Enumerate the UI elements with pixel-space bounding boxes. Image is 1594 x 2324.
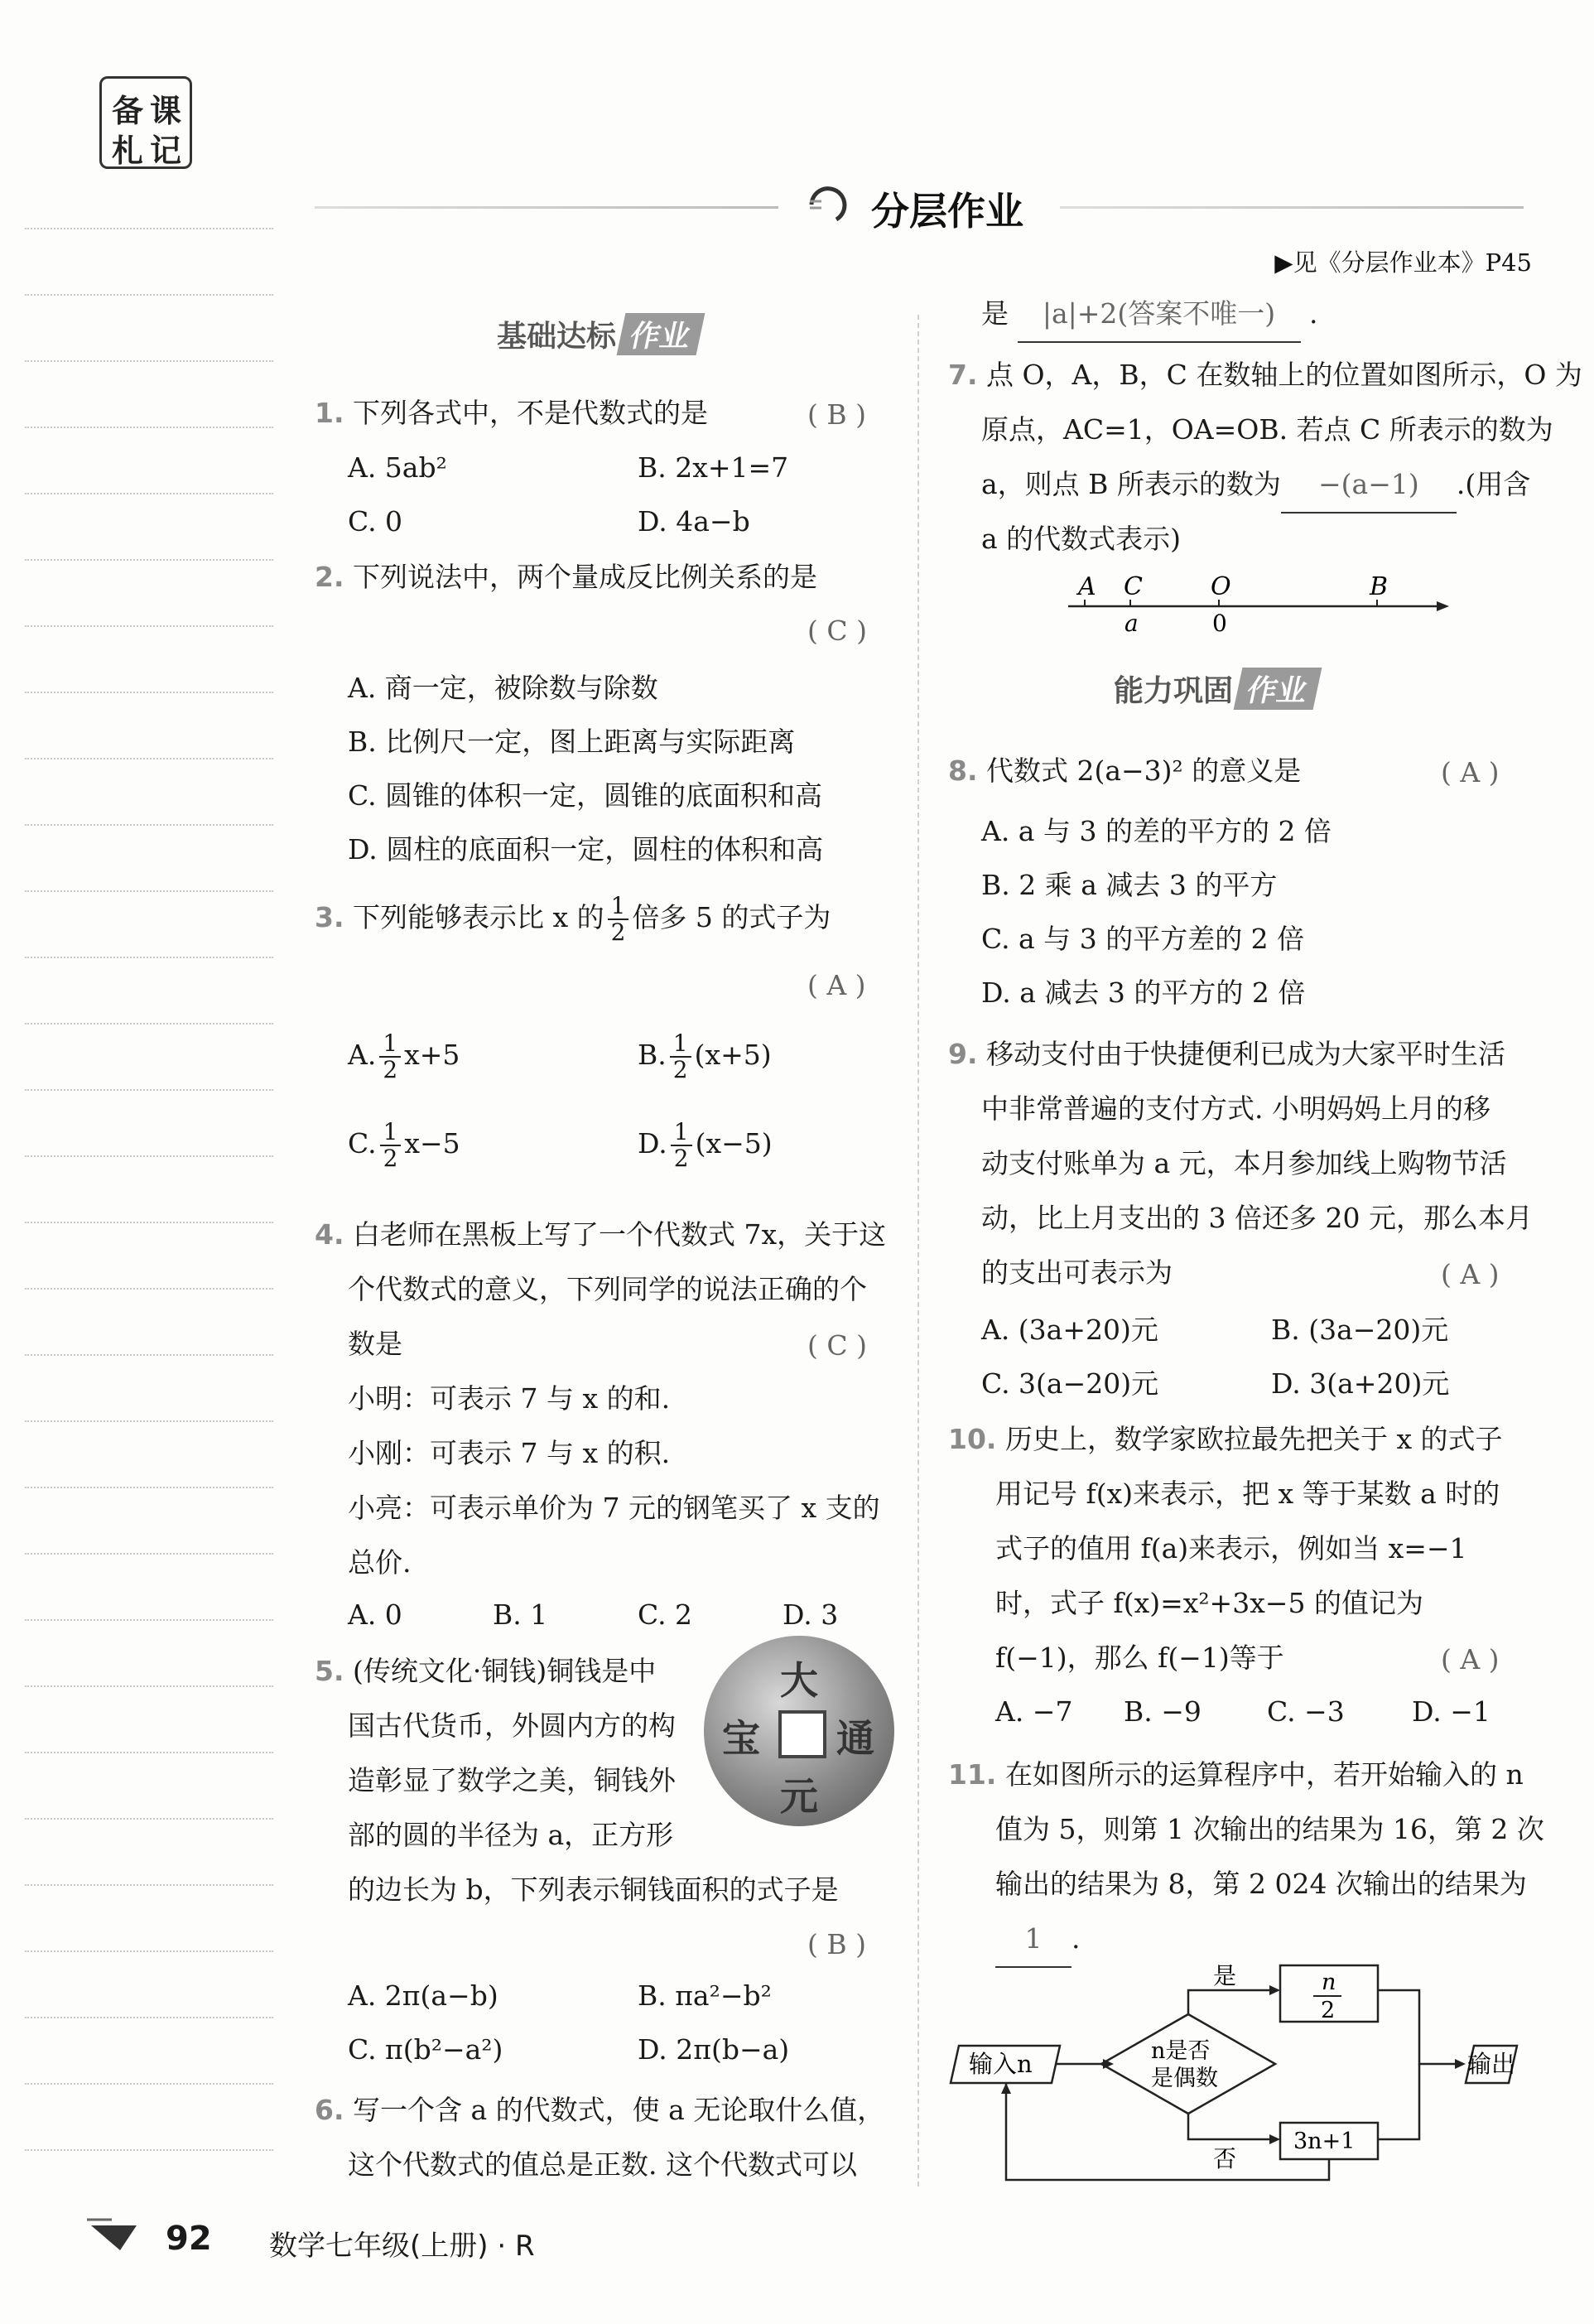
fraction-denominator: 2	[383, 1145, 398, 1172]
coin-char: 大	[780, 1658, 818, 1703]
option-c: C. 0	[348, 505, 403, 538]
yes-label: 是	[1213, 1963, 1237, 1989]
question-text-line: 历史上，数学家欧拉最先把关于 x 的式子	[1004, 1423, 1503, 1455]
stamp-char: 备	[112, 93, 144, 129]
section-tag: 作业	[1234, 668, 1322, 710]
question-9	[948, 1027, 1505, 1082]
question-text: .(用含	[1456, 468, 1531, 500]
fraction	[671, 1120, 692, 1171]
question-number: 2.	[315, 561, 344, 593]
question-text-line: 数是	[348, 1328, 402, 1360]
copper-coin-image	[704, 1636, 894, 1826]
question-text: .	[1309, 297, 1318, 330]
question-text-line: 动支付账单为 a 元，本月参加线上购物节活	[981, 1147, 1507, 1179]
coin-char: 元	[780, 1774, 818, 1819]
question-5	[315, 1644, 656, 1699]
option-b: B. 比例尺一定，图上距离与实际距离	[348, 726, 796, 758]
option-expression: x−5	[404, 1127, 460, 1160]
decision-label: 是偶数	[1151, 2066, 1218, 2091]
answer-choice: ( A )	[1441, 1643, 1500, 1675]
question-number: 3.	[315, 901, 344, 933]
output-label: 输出	[1467, 2050, 1516, 2078]
header-rule-right	[1060, 206, 1524, 209]
odd-label: 3n+1	[1293, 2129, 1356, 2154]
question-text-line: 这个代数式的值总是正数. 这个代数式可以	[348, 2148, 857, 2181]
axis-point-label: C	[1124, 572, 1143, 601]
section-tag: 作业	[617, 313, 706, 355]
fraction-denominator: 2	[673, 1145, 689, 1172]
question-text-line: 动，比上月支出的 3 倍还多 20 元，那么本月	[981, 1202, 1533, 1234]
question-number: 7.	[948, 359, 978, 391]
question-text-line: 部的圆的半径为 a，正方形	[348, 1819, 674, 1851]
axis-value-label: a	[1124, 610, 1139, 637]
question-text-line: 国古代货币，外圆内方的构	[348, 1709, 676, 1742]
number-line	[1060, 571, 1457, 638]
question-1	[315, 386, 708, 441]
axis-point-label: O	[1211, 572, 1231, 601]
question-text: 代数式 2(a−3)² 的意义是	[986, 755, 1302, 787]
answer-blank: |a|+2(答案不唯一)	[1018, 287, 1301, 343]
option-c: C. 2	[638, 1598, 693, 1631]
swirl-icon	[803, 180, 853, 229]
question-number: 11.	[948, 1758, 997, 1791]
option-b: B. πa²−b²	[638, 1979, 772, 2012]
fraction	[380, 1120, 402, 1171]
student-statement: 小刚：可表示 7 与 x 的积.	[348, 1437, 671, 1469]
option-d: D. 2π(b−a)	[638, 2033, 790, 2066]
option-d: D. 4a−b	[638, 505, 750, 538]
option-c: C. −3	[1267, 1695, 1345, 1728]
fraction-numerator: 1	[379, 1031, 401, 1058]
student-statement: 小亮：可表示单价为 7 元的钢笔买了 x 支的	[348, 1492, 880, 1524]
axis-value-label: 0	[1212, 610, 1227, 637]
input-label: 输入n	[969, 2050, 1033, 2078]
option-a: A. −7	[995, 1695, 1073, 1728]
arrow-icon	[1437, 601, 1449, 611]
option-label: A.	[348, 1039, 377, 1071]
fraction-denominator: 2	[383, 1056, 398, 1083]
question-2	[315, 550, 817, 605]
notes-stamp	[99, 76, 192, 169]
option-a: A. 2π(a−b)	[348, 1979, 498, 2012]
question-6-continued	[981, 287, 1318, 343]
option-a: A. (3a+20)元	[981, 1314, 1158, 1346]
option-c	[348, 1120, 460, 1171]
option-d: D. 3	[783, 1598, 839, 1631]
student-statement: 小明：可表示 7 与 x 的和.	[348, 1382, 671, 1415]
question-number: 6.	[315, 2094, 344, 2126]
option-expression: (x−5)	[695, 1127, 773, 1160]
answer-choice: ( B )	[807, 1928, 866, 1960]
arrow-icon	[1455, 2059, 1466, 2069]
question-text-line: 中非常普遍的支付方式. 小明妈妈上月的移	[981, 1092, 1490, 1125]
question-text-line: a 的代数式表示)	[981, 523, 1182, 555]
question-text-line	[981, 457, 1530, 513]
option-b	[638, 1031, 772, 1082]
book-title: 数学七年级(上册) · R	[269, 2230, 535, 2263]
arrow-icon	[1269, 1985, 1280, 1995]
question-4	[315, 1208, 886, 1262]
question-11	[948, 1748, 1524, 1802]
question-text: 倍多 5 的式子为	[632, 901, 831, 933]
fraction	[379, 1031, 401, 1082]
question-text-line: f(−1)，那么 f(−1)等于	[995, 1642, 1284, 1674]
question-text-line: 的支出可表示为	[981, 1256, 1173, 1289]
question-7	[948, 348, 1582, 403]
question-text-line: (传统文化·铜钱)铜钱是中	[353, 1655, 657, 1687]
question-text-line: 时，式子 f(x)=x²+3x−5 的值记为	[995, 1587, 1423, 1619]
question-number: 1.	[315, 397, 344, 429]
question-text-line: 个代数式的意义，下列同学的说法正确的个	[348, 1273, 867, 1305]
axis-point-label: A	[1078, 572, 1096, 601]
fraction-numerator: 1	[670, 1031, 691, 1058]
arrow-icon	[1269, 2134, 1280, 2144]
section-basic	[497, 313, 701, 355]
coin-char: 通	[836, 1716, 874, 1761]
option-label: D.	[638, 1127, 667, 1160]
answer-choice: ( A )	[1441, 1258, 1500, 1290]
no-label: 否	[1213, 2145, 1237, 2172]
question-text: 下列说法中，两个量成反比例关系的是	[353, 561, 817, 593]
page-number: 92	[166, 2220, 212, 2258]
question-number: 9.	[948, 1038, 978, 1070]
fraction-denominator: 2	[610, 919, 626, 946]
column-divider	[917, 315, 919, 2187]
option-d: D. a 减去 3 的平方的 2 倍	[981, 976, 1306, 1009]
answer-choice: ( A )	[1441, 756, 1500, 788]
question-text-line	[995, 1912, 1081, 1968]
option-d: D. 圆柱的底面积一定，圆柱的体积和高	[348, 833, 824, 865]
option-d	[638, 1120, 773, 1171]
question-text: .	[1071, 1922, 1081, 1955]
answer-choice: ( C )	[807, 1329, 867, 1362]
question-text-line: 值为 5，则第 1 次输出的结果为 16，第 2 次	[995, 1813, 1544, 1845]
question-text-line: 的边长为 b，下列表示铜钱面积的式子是	[348, 1873, 839, 1906]
question-text-line: 点 O，A，B，C 在数轴上的位置如图所示，O 为	[986, 359, 1582, 391]
option-c: C. π(b²−a²)	[348, 2033, 503, 2066]
option-c: C. 3(a−20)元	[981, 1367, 1159, 1400]
section-label: 能力巩固	[1114, 674, 1234, 708]
stamp-char: 札	[112, 133, 144, 169]
decision-diamond	[1101, 2014, 1275, 2114]
question-text: a，则点 B 所表示的数为	[981, 468, 1281, 500]
student-statement: 总价.	[348, 1546, 412, 1579]
option-b: B. −9	[1124, 1695, 1202, 1728]
option-c: C. a 与 3 的平方差的 2 倍	[981, 923, 1305, 955]
section-ability	[1114, 668, 1317, 710]
question-text-line: 在如图所示的运算程序中，若开始输入的 n	[1004, 1758, 1524, 1791]
question-text-line: 移动支付由于快捷便利已成为大家平时生活	[986, 1038, 1505, 1070]
question-text-line: 用记号 f(x)来表示，把 x 等于某数 a 时的	[995, 1478, 1500, 1510]
question-8	[948, 744, 1301, 798]
option-a: A. 商一定，被除数与除数	[348, 672, 658, 704]
option-label: B.	[638, 1039, 667, 1071]
question-number: 4.	[315, 1218, 344, 1251]
half-denominator: 2	[1321, 1998, 1336, 2023]
option-expression: x+5	[404, 1039, 460, 1071]
page-corner-icon	[87, 2213, 153, 2259]
flowchart	[944, 1963, 1524, 2187]
answer-choice: ( B )	[807, 398, 866, 431]
answer-choice: ( C )	[807, 615, 867, 647]
stamp-char: 记	[150, 133, 182, 169]
fraction-numerator: 1	[380, 1120, 402, 1146]
question-number: 8.	[948, 755, 978, 787]
option-b: B. 2x+1=7	[638, 451, 789, 484]
question-text-line: 写一个含 a 的代数式，使 a 无论取什么值，	[353, 2094, 885, 2126]
option-b: B. 1	[493, 1598, 548, 1631]
fraction-denominator: 2	[672, 1056, 688, 1083]
decision-label: n是否	[1151, 2038, 1211, 2064]
question-3	[315, 890, 831, 945]
page-header	[315, 170, 1532, 244]
option-label: C.	[348, 1127, 377, 1160]
axis-point-label: B	[1370, 572, 1389, 601]
option-a	[348, 1031, 460, 1082]
option-a: A. 0	[348, 1598, 402, 1631]
question-text: 下列能够表示比 x 的	[353, 901, 604, 933]
option-a: A. a 与 3 的差的平方的 2 倍	[981, 815, 1332, 847]
question-text: 下列各式中，不是代数式的是	[353, 397, 708, 429]
option-d: D. −1	[1412, 1695, 1490, 1728]
question-number: 5.	[315, 1655, 344, 1687]
question-10	[948, 1412, 1503, 1467]
coin-char: 宝	[722, 1716, 760, 1761]
option-a: A. 5ab²	[348, 451, 447, 484]
answer-blank: 1	[995, 1912, 1071, 1968]
page-title: 分层作业	[871, 189, 1023, 234]
fraction-numerator: 1	[608, 894, 629, 920]
question-text-line: 白老师在黑板上写了一个代数式 7x，关于这	[353, 1218, 887, 1251]
question-text-line: 造彰显了数学之美，铜钱外	[348, 1764, 676, 1796]
reference-link[interactable]: ▶见《分层作业本》P45	[1274, 248, 1532, 277]
header-rule-left	[315, 206, 778, 209]
fraction	[670, 1031, 691, 1082]
option-b: B. (3a−20)元	[1271, 1314, 1449, 1346]
fraction-numerator: 1	[671, 1120, 692, 1146]
question-number: 10.	[948, 1423, 997, 1455]
section-label: 基础达标	[497, 320, 617, 354]
answer-blank: −(a−1)	[1281, 457, 1457, 513]
fraction	[608, 894, 629, 945]
question-text: 是	[981, 297, 1009, 330]
option-c: C. 圆锥的体积一定，圆锥的底面积和高	[348, 779, 823, 812]
question-text-line: 输出的结果为 8，第 2 024 次输出的结果为	[995, 1868, 1527, 1900]
question-text-line: 原点，AC=1，OA=OB. 若点 C 所表示的数为	[981, 413, 1553, 446]
option-d: D. 3(a+20)元	[1271, 1367, 1450, 1400]
question-text-line: 式子的值用 f(a)来表示，例如当 x=−1	[995, 1532, 1467, 1565]
option-expression: (x+5)	[694, 1039, 772, 1071]
half-numerator: n	[1322, 1970, 1336, 1995]
arrow-icon	[1001, 2083, 1011, 2094]
answer-choice: ( A )	[807, 969, 866, 1001]
option-b: B. 2 乘 a 减去 3 的平方	[981, 869, 1278, 901]
coin-square-hole	[778, 1710, 826, 1758]
question-6	[315, 2083, 884, 2138]
stamp-char: 课	[150, 93, 182, 129]
